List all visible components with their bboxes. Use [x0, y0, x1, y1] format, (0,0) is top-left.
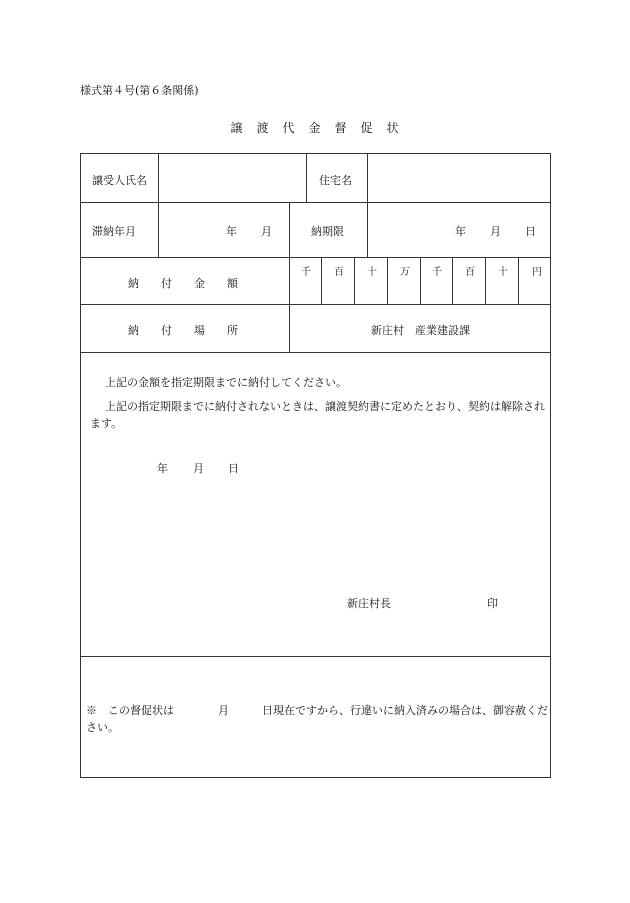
assignee-name-label: 譲受人氏名	[92, 174, 147, 187]
row-divider-3	[80, 304, 551, 305]
amount-label: 納 付 金 額	[128, 277, 238, 290]
body-paragraph-1: 上記の金額を指定期限までに納付してください。	[105, 376, 347, 389]
seal-mark: 印	[487, 597, 498, 610]
arrears-year-unit: 年	[226, 225, 237, 238]
digit-juu-man: 十	[367, 267, 377, 278]
digit-divider	[387, 257, 388, 304]
arrears-month-unit: 月	[261, 225, 272, 238]
col-divider-address	[306, 153, 307, 202]
form-table	[80, 153, 551, 778]
digit-sen: 千	[432, 267, 442, 278]
digit-hyaku-man: 百	[334, 267, 344, 278]
digit-yen: 円	[532, 267, 542, 278]
place-label: 納 付 場 所	[128, 324, 238, 337]
address-label: 住宅名	[319, 174, 352, 187]
row-divider-4	[80, 352, 551, 353]
col-divider-label	[158, 153, 159, 257]
digit-divider	[452, 257, 453, 304]
date-year-unit: 年	[157, 462, 168, 475]
digit-divider	[518, 257, 519, 304]
note-text: 日現在ですから、行違いに納入済みの場合は、御容赦ください。	[86, 704, 548, 734]
note-prefix: ※ この督促状は	[86, 704, 174, 717]
digit-hyaku: 百	[465, 267, 475, 278]
digit-divider	[321, 257, 322, 304]
form-number: 様式第４号(第６条関係)	[80, 84, 199, 97]
date-day-unit: 日	[228, 462, 239, 475]
col-divider-address-value	[367, 153, 368, 257]
signer-title: 新庄村長	[347, 597, 391, 610]
digit-divider	[354, 257, 355, 304]
deadline-year-unit: 年	[455, 225, 466, 238]
note-month-unit: 月	[218, 704, 229, 717]
deadline-label: 納期限	[311, 225, 344, 238]
date-month-unit: 月	[193, 462, 204, 475]
deadline-day-unit: 日	[525, 225, 536, 238]
row-divider-1	[80, 202, 551, 203]
row-divider-2	[80, 257, 551, 258]
digit-divider	[420, 257, 421, 304]
row-divider-5	[80, 656, 551, 657]
document-title: 譲 渡 代 金 督 促 状	[230, 121, 400, 135]
arrears-month-label: 滞納年月	[92, 225, 136, 238]
digit-juu: 十	[498, 267, 508, 278]
digit-divider	[485, 257, 486, 304]
digit-sen-man: 千	[301, 267, 311, 278]
digit-man: 万	[400, 267, 410, 278]
col-divider-center	[289, 202, 290, 352]
body-paragraph-2: 上記の指定期限までに納付されないときは、譲渡契約書に定めたとおり、契約は解除されます。	[90, 400, 545, 430]
place-value: 新庄村 産業建設課	[371, 324, 470, 337]
deadline-month-unit: 月	[490, 225, 501, 238]
